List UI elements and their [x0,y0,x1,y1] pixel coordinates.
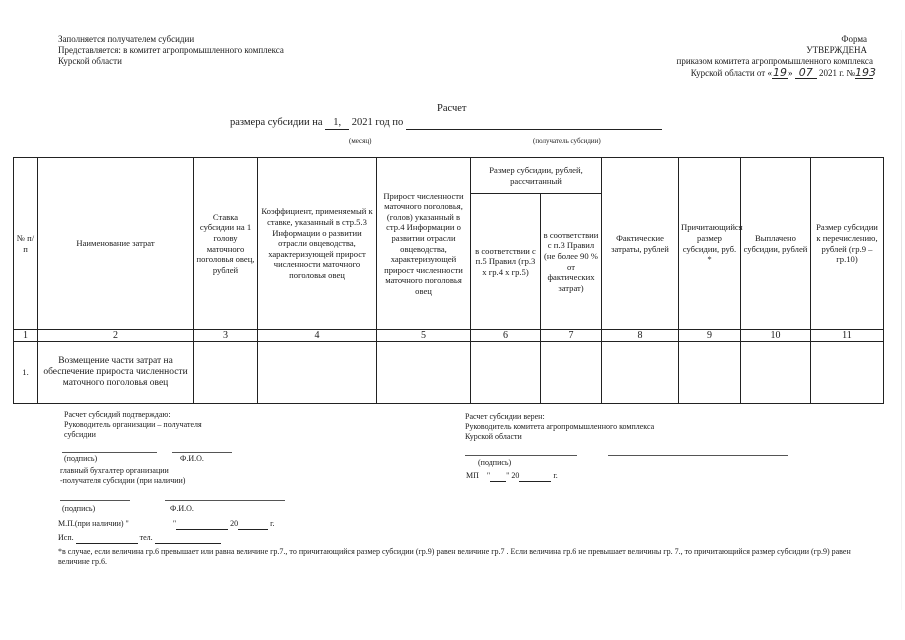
subtitle-year: 2021 год по [351,117,404,128]
col-header-3: Ставка субсидии на 1 голову маточного поголовья овец, рублей [194,158,258,330]
order-number: 193 [855,66,876,79]
mp-label: М.П.(при наличии) " [58,519,129,528]
approved-label: УТВЕРЖДЕНА [806,45,867,55]
sign-line [608,455,788,456]
sign-left-head2: субсидии [64,430,96,439]
sign-right-region: Курской области [465,432,522,441]
col-group-header: Размер субсидии, рублей, рассчитанный [471,158,602,194]
tel-field[interactable] [155,533,221,544]
caption-month: (месяц) [349,137,372,145]
col-header-10: Выплачено субсидии, рублей [741,158,811,330]
podpis-label: (подпись) [64,454,98,463]
order-date-line [573,66,876,79]
col-header-6: в соответствии с п.5 Правил (гр.3 х гр.4 х гр.5) [471,194,541,330]
sign-right-block [465,412,654,442]
fio-label-2: Ф.И.О. [170,504,194,513]
order-label: приказом комитета агропромышленного комплекса [676,56,873,66]
cell-coefficient[interactable] [258,342,377,404]
sign-right-confirm: Расчет субсидии верен: [465,412,545,421]
table-row [14,342,884,404]
footnote: *в случае, если величина гр.6 превышает или равна величине гр.7., то причитающийся размер субсидии (гр.9) равен величине гр.7 . Если величина гр.6 не превышает величины гр. 7., то причитающийся размер субсидии (гр.9) равен величине гр.6. [58,547,851,566]
mp-right: МП [466,471,479,480]
quote-right: " [486,471,491,480]
sign-left-head: Руководитель организации – получателя [64,420,202,429]
col-header-4: Коэффициент, применяемый к ставке, указанный в стр.5.3 Информации о развитии отрасли овцеводства, характеризующей прирост численности маточного поголовья овец [258,158,377,330]
isp-label: Исп. [58,533,74,542]
order-quote: » [787,68,793,78]
subtitle-month: 1, [325,117,349,130]
col-num: 4 [258,330,377,342]
accountant-label-2: -получателя субсидии (при наличии) [60,476,186,485]
sign-line [62,452,157,453]
cell-paid[interactable] [741,342,811,404]
col-header-11: Размер субсидии к перечислению, рублей (гр.9 – гр.10) [811,158,884,330]
year-suffix: г. [270,519,275,528]
col-num: 9 [679,330,741,342]
column-numbers-row [14,330,884,342]
sign-line [165,500,285,501]
order-day: 19 [772,66,787,79]
fio-label: Ф.И.О. [180,454,204,463]
col-num: 3 [194,330,258,342]
year-right: 20 [511,471,520,480]
order-year: 2021 г. № [818,68,855,78]
sign-left-block [64,410,202,440]
order-month: 07 [795,67,817,79]
year-suffix-right: г. [553,471,558,480]
quote-right-2: " [506,471,510,480]
col-num: 7 [541,330,602,342]
subtitle-prefix: размера субсидии на [230,117,323,128]
col-num: 5 [377,330,471,342]
subsidy-table [13,157,884,404]
cell-subsidy-p5[interactable] [471,342,541,404]
col-num: 11 [811,330,884,342]
header-left-line-3: Курской области [58,56,122,66]
cell-growth[interactable] [377,342,471,404]
col-num: 2 [38,330,194,342]
form-label: Форма [841,34,867,44]
date-field[interactable] [176,519,228,530]
col-header-2: Наименование затрат [38,158,194,330]
cell-to-transfer[interactable] [811,342,884,404]
header-right [573,34,876,79]
date-quote: " [172,519,177,528]
col-num: 1 [14,330,38,342]
year-field[interactable] [238,519,268,530]
year-prefix: 20 [230,519,239,528]
mp-date-line [58,519,274,530]
recipient-line[interactable] [406,117,662,130]
order-region-prefix: Курской области от « [690,68,772,78]
doc-subtitle [230,117,662,130]
year-field-right[interactable] [519,471,551,482]
row-number: 1. [14,342,38,404]
header-left-line-2: Представляется: в комитет агропромышленного комплекса [58,45,284,55]
col-num: 8 [602,330,679,342]
cell-actual-costs[interactable] [602,342,679,404]
sign-line [172,452,232,453]
sign-right-date [466,471,558,482]
tel-label: тел. [139,533,153,542]
executor-line [58,533,221,544]
header-left-line-1: Заполняется получателем субсидии [58,34,195,44]
podpis-label-2: (подпись) [62,504,96,513]
cell-subsidy-p3[interactable] [541,342,602,404]
scan-edge [901,30,902,610]
col-header-8: Фактические затраты, рублей [602,158,679,330]
col-header-9: Причитающийся размер субсидии, руб. * [679,158,741,330]
cell-due-subsidy[interactable] [679,342,741,404]
col-num: 10 [741,330,811,342]
accountant-block [60,466,185,486]
day-field-right[interactable] [490,471,506,482]
doc-title: Расчет [437,103,467,114]
col-header-1: № п/п [14,158,38,330]
isp-field[interactable] [76,533,138,544]
cell-rate[interactable] [194,342,258,404]
sign-line [60,500,130,501]
sign-line [465,455,577,456]
sign-left-confirm: Расчет субсидий подтверждаю: [64,410,171,419]
col-header-5: Прирост численности маточного поголовья, (голов) указанный в стр.4 Информации о развитии отрасли овцеводства, характеризующей прирост численности маточного поголовья овец [377,158,471,330]
sign-right-head: Руководитель комитета агропромышленного комплекса [465,422,655,431]
header-left [58,34,284,67]
col-num: 6 [471,330,541,342]
accountant-label: главный бухгалтер организации [60,466,169,475]
sign-right-podpis: (подпись) [478,458,512,467]
row-name: Возмещение части затрат на обеспечение прироста численности маточного поголовья овец [38,342,194,404]
caption-recipient: (получатель субсидии) [533,137,601,145]
col-header-7: в соответствии с п.3 Правил (не более 90 % от фактических затрат) [541,194,602,330]
